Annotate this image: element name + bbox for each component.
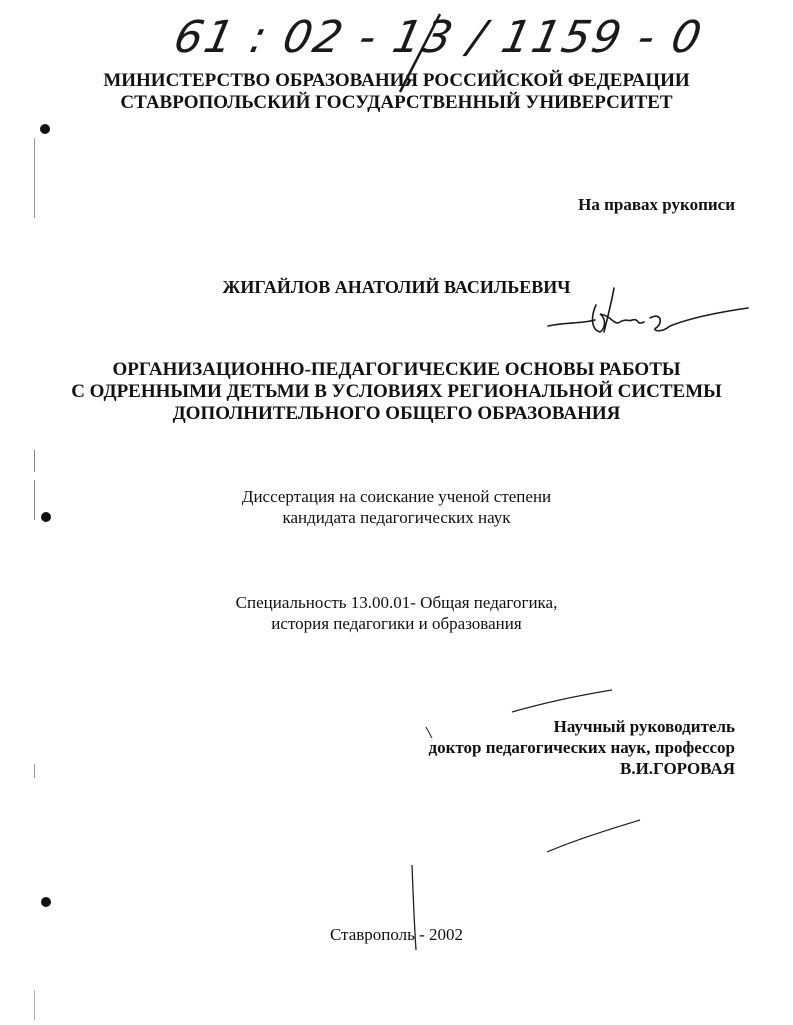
pen-stroke-mark bbox=[400, 14, 440, 92]
handwritten-registry-number: 61 : 02 - 13 / 1159 - 0 bbox=[169, 12, 708, 63]
pen-stroke-mark bbox=[547, 820, 640, 852]
title-line-1: ОРГАНИЗАЦИОННО-ПЕДАГОГИЧЕСКИЕ ОСНОВЫ РАБОТЫ bbox=[112, 359, 681, 380]
pen-stroke-mark bbox=[426, 727, 432, 738]
university-name: СТАВРОПОЛЬСКИЙ ГОСУДАРСТВЕННЫЙ УНИВЕРСИТЕТ bbox=[120, 92, 673, 113]
specialty-line-2: история педагогики и образования bbox=[271, 614, 522, 633]
title-line-3: ДОПОЛНИТЕЛЬНОГО ОБЩЕГО ОБРАЗОВАНИЯ bbox=[172, 403, 621, 424]
specialty-line-1: Специальность 13.00.01- Общая педагогика, bbox=[235, 593, 558, 612]
ministry-name: МИНИСТЕРСТВО ОБРАЗОВАНИЯ РОССИЙСКОЙ ФЕДЕРАЦИИ bbox=[103, 70, 690, 91]
rights-note: На правах рукописи bbox=[578, 195, 735, 214]
city-year: Ставрополь - 2002 bbox=[329, 925, 464, 944]
title-line-2: С ОДРЕННЫМИ ДЕТЬМИ В УСЛОВИЯХ РЕГИОНАЛЬНОЙ СИСТЕМЫ bbox=[71, 381, 722, 402]
pen-stroke-mark bbox=[412, 865, 416, 950]
supervisor-degree: доктор педагогических наук, профессор bbox=[428, 738, 735, 757]
degree-line-2: кандидата педагогических наук bbox=[282, 508, 511, 527]
supervisor-name: В.И.ГОРОВАЯ bbox=[619, 759, 735, 778]
pen-stroke-mark bbox=[512, 690, 612, 712]
author-name: ЖИГАЙЛОВ АНАТОЛИЙ ВАСИЛЬЕВИЧ bbox=[222, 277, 571, 297]
degree-line-1: Диссертация на соискание ученой степени bbox=[241, 487, 552, 506]
supervisor-label: Научный руководитель bbox=[553, 717, 735, 736]
author-signature-drawing bbox=[548, 288, 748, 332]
